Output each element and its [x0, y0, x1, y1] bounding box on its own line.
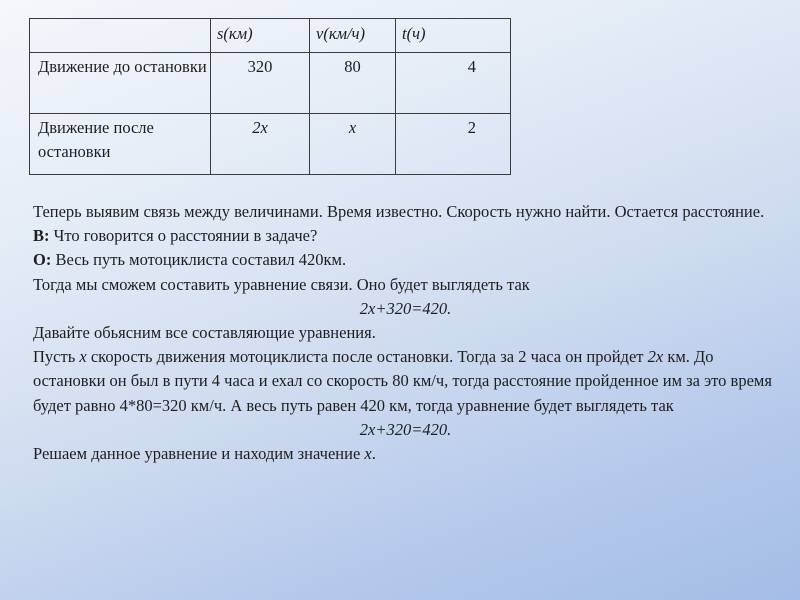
variable-2x: 2x	[647, 347, 664, 367]
header-time	[396, 19, 511, 53]
motion-table	[29, 18, 511, 175]
final-line	[33, 442, 778, 466]
table-row	[30, 53, 511, 114]
reasoning-start: Пусть	[33, 347, 80, 367]
final-end: .	[371, 444, 376, 464]
header-time-label: t(ч)	[402, 24, 426, 43]
explain-line: Давайте обьясним все составляющие уравнения.	[33, 323, 376, 343]
final-start: Решаем данное уравнение и находим значение	[33, 444, 365, 464]
equation-line: 2x+320=420.	[359, 419, 452, 439]
row-label: Движение после остановки	[30, 114, 211, 175]
question-line	[33, 224, 778, 248]
cell-distance: 2x	[211, 114, 310, 175]
header-speed	[310, 19, 396, 53]
equation-line: 2x+320=420.	[359, 298, 452, 318]
reasoning-end: км. До остановки он был в пути 4 часа и ехал со скорость 80 км/ч, тогда расстояние пройденное им за это время будет равно 4*80=320 км/ч. А весь путь равен 420 км, тогда уравнение будет выглядеть так	[33, 347, 772, 415]
header-empty-cell	[30, 19, 211, 53]
then-line: Тогда мы сможем составить уравнение связи. Оно будет выглядеть так	[33, 274, 530, 294]
header-speed-label: v(км/ч)	[316, 24, 366, 43]
table-header-row	[30, 19, 511, 53]
reasoning-middle: скорость движения мотоциклиста после остановки. Тогда за 2 часа он пройдет	[86, 347, 648, 367]
table-row	[30, 114, 511, 175]
answer-marker: О:	[33, 250, 52, 270]
question-marker: В:	[33, 226, 50, 246]
intro-paragraph: Теперь выявим связь между величинами. Время известно. Скорость нужно найти. Остается расстояние.	[33, 202, 765, 221]
cell-distance: 320	[211, 53, 310, 114]
header-distance-label: s(км)	[217, 24, 253, 43]
cell-speed: x	[310, 114, 396, 175]
answer-text: Весь путь мотоциклиста составил 420км.	[51, 250, 347, 270]
header-distance	[211, 19, 310, 53]
cell-speed: 80	[310, 53, 396, 114]
reasoning-paragraph	[33, 345, 778, 418]
question-text: Что говорится о расстоянии в задаче?	[49, 226, 318, 246]
cell-time: 4	[396, 53, 511, 114]
variable-x: x	[79, 347, 87, 367]
answer-line	[33, 248, 778, 272]
explanation-text	[33, 200, 778, 466]
variable-x: x	[364, 444, 372, 464]
cell-time: 2	[396, 114, 511, 175]
row-label: Движение до остановки	[30, 53, 211, 114]
